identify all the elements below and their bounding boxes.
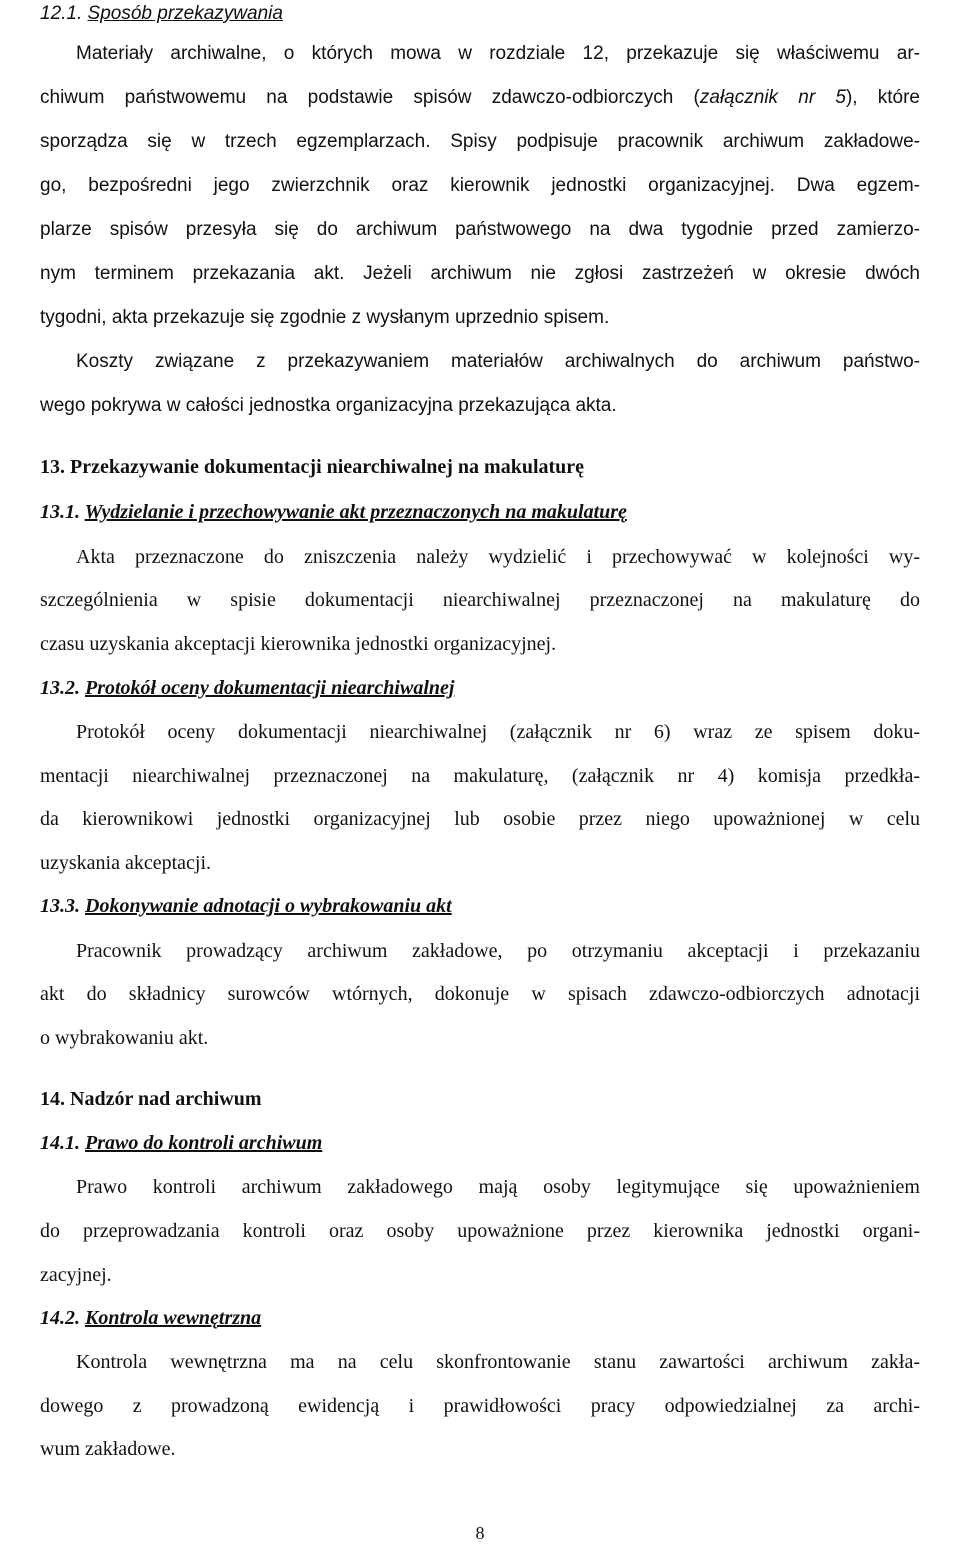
- paragraph-line: akt do składnicy surowców wtórnych, dokonuje w spisach zdawczo-odbiorczych adnotacji: [40, 983, 920, 1005]
- paragraph-line: do przeprowadzania kontroli oraz osoby upoważnione przez kierownika jednostki organi-: [40, 1220, 920, 1242]
- section-title: Kontrola wewnętrzna: [85, 1307, 262, 1329]
- paragraph-line: Akta przeznaczone do zniszczenia należy wydzielić i przechowywać w kolejności wy-: [76, 546, 920, 568]
- paragraph-line: nym terminem przekazania akt. Jeżeli archiwum nie zgłosi zastrzeżeń w okresie dwóch: [40, 263, 920, 284]
- paragraph-line: zacyjnej.: [40, 1264, 112, 1286]
- paragraph-line: tygodni, akta przekazuje się zgodnie z wysłanym uprzednio spisem.: [40, 307, 610, 328]
- paragraph-line: uzyskania akceptacji.: [40, 852, 212, 874]
- section-heading-13-1: [40, 490, 920, 534]
- section-heading-12-1: [40, 0, 920, 36]
- section-number: 14.2.: [40, 1307, 80, 1329]
- page-number: 8: [475, 1523, 485, 1543]
- paragraph-line: czasu uzyskania akceptacji kierownika jednostki organizacyjnej.: [40, 633, 557, 655]
- paragraph-line: wum zakładowe.: [40, 1438, 176, 1460]
- section-title: Protokół oceny dokumentacji niearchiwalnej: [85, 677, 455, 699]
- section-title: Wydzielanie i przechowywanie akt przeznaczonych na makulaturę: [84, 501, 627, 523]
- section-heading-14-1: [40, 1121, 920, 1165]
- section-heading-13-3: [40, 884, 920, 928]
- section-heading-14-2: [40, 1296, 920, 1340]
- section-heading-13-2: [40, 666, 920, 710]
- chapter-heading-14: 14. Nadzór nad archiwum: [40, 1088, 262, 1110]
- paragraph-line: szczególnienia w spisie dokumentacji niearchiwalnej przeznaczonej na makulaturę do: [40, 589, 920, 611]
- section-number: 13.2.: [40, 677, 80, 699]
- paragraph-line: Protokół oceny dokumentacji niearchiwalnej (załącznik nr 6) wraz ze spisem doku-: [76, 721, 920, 743]
- section-number: 13.1.: [40, 501, 80, 523]
- chapter-heading-13: 13. Przekazywanie dokumentacji niearchiwalnej na makulaturę: [40, 456, 585, 478]
- paragraph-line: Prawo kontroli archiwum zakładowego mają osoby legitymujące się upoważnieniem: [76, 1176, 920, 1198]
- paragraph-line: mentacji niearchiwalnej przeznaczonej na makulaturę, (załącznik nr 4) komisja przedkła-: [40, 765, 920, 787]
- section-number: 14.1.: [40, 1132, 80, 1154]
- paragraph-line: go, bezpośredni jego zwierzchnik oraz kierownik jednostki organizacyjnej. Dwa egzem-: [40, 175, 920, 196]
- paragraph-line: Materiały archiwalne, o których mowa w rozdziale 12, przekazuje się właściwemu ar-: [76, 43, 920, 64]
- annex-reference: załącznik nr 5: [699, 87, 846, 108]
- paragraph-line: o wybrakowaniu akt.: [40, 1027, 209, 1049]
- section-title: Prawo do kontroli archiwum: [85, 1132, 323, 1154]
- paragraph-line: sporządza się w trzech egzemplarzach. Spisy podpisuje pracownik archiwum zakładowe-: [40, 131, 920, 152]
- section-title: Sposób przekazywania: [87, 3, 283, 24]
- section-title: Dokonywanie adnotacji o wybrakowaniu akt: [85, 895, 452, 917]
- paragraph-line: dowego z prowadzoną ewidencją i prawidłowości pracy odpowiedzialnej za archi-: [40, 1395, 920, 1417]
- paragraph-line: da kierownikowi jednostki organizacyjnej lub osobie przez niego upoważnionej w celu: [40, 808, 920, 830]
- paragraph-line: Koszty związane z przekazywaniem materiałów archiwalnych do archiwum państwo-: [76, 351, 920, 372]
- paragraph-line: Pracownik prowadzący archiwum zakładowe, po otrzymaniu akceptacji i przekazaniu: [76, 940, 920, 962]
- paragraph-line: plarze spisów przesyła się do archiwum państwowego na dwa tygodnie przed zamierzo-: [40, 219, 920, 240]
- paragraph-line: chiwum państwowemu na podstawie spisów zdawczo-odbiorczych (załącznik nr 5), które: [40, 87, 920, 108]
- paragraph-line: wego pokrywa w całości jednostka organizacyjna przekazująca akta.: [40, 395, 617, 416]
- section-number: 12.1.: [40, 3, 83, 24]
- section-number: 13.3.: [40, 895, 80, 917]
- paragraph-line: Kontrola wewnętrzna ma na celu skonfrontowanie stanu zawartości archiwum zakła-: [76, 1351, 920, 1373]
